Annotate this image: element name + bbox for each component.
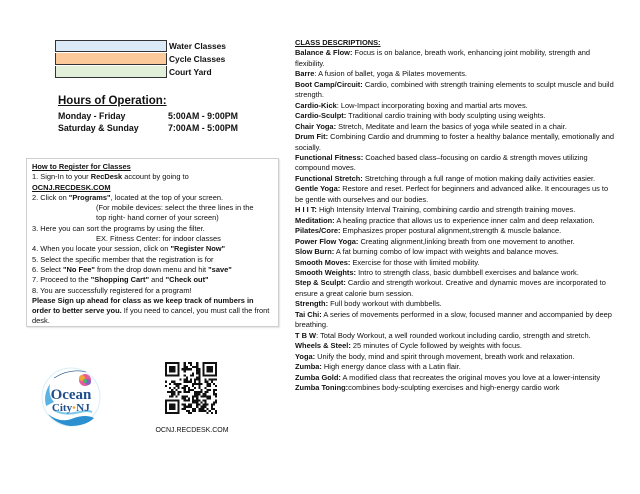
class-description-item [295, 205, 617, 215]
class-name: Meditation: [295, 215, 335, 225]
step-text: , located at the top of your screen. [110, 192, 224, 202]
register-step-6 [32, 265, 273, 275]
class-description-item [295, 373, 617, 383]
step-bold: "Check out" [165, 275, 209, 285]
step-text: 2. Click on [32, 192, 69, 202]
register-step-2 [32, 193, 273, 203]
hours-days: Saturday & Sunday [58, 123, 139, 133]
recdesk-link[interactable]: OCNJ.RECDESK.COM [32, 182, 111, 192]
class-text: : Low-Impact incorporating boxing and martial arts moves. [336, 100, 528, 110]
register-note [32, 296, 273, 327]
class-name: Gentle Yoga: [295, 184, 341, 194]
hours-of-operation [58, 95, 278, 134]
logo-word-city: City [51, 402, 73, 414]
legend-swatch-water [55, 40, 167, 52]
class-description-item [295, 101, 617, 111]
note-text: If you need to cancel, you must call the front desk. [32, 306, 270, 326]
class-text: A series of movements performed in a slow, focused manner and accompanied by deep breathing. [295, 309, 612, 330]
class-descriptions [295, 38, 617, 393]
class-description-item [295, 111, 617, 121]
step-text: 4. When you locate your session, click on [32, 244, 171, 254]
class-description-item [295, 310, 617, 331]
hours-row-weekend [58, 122, 278, 134]
class-text: Exercise for those with limited mobility. [350, 257, 480, 267]
ocean-city-logo [40, 366, 102, 428]
class-name: Power Flow Yoga: [295, 236, 359, 246]
step-bold: RecDesk [90, 172, 123, 182]
class-name: Strength: [295, 299, 329, 309]
class-name: Smooth Weights: [295, 267, 357, 277]
qr-caption: OCNJ.RECDESK.COM [155, 427, 229, 434]
class-description-item [295, 278, 617, 299]
class-text: Unify the body, mind and spirit through movement, breath work and relaxation. [315, 351, 575, 361]
class-text: 25 minutes of Cycle followed by weights with focus. [350, 341, 522, 351]
step-text: account by going to [122, 172, 189, 182]
class-description-item [295, 174, 617, 184]
register-step-7 [32, 275, 273, 285]
class-name: Step & Sculpt: [295, 278, 346, 288]
descriptions-title: CLASS DESCRIPTIONS: [295, 38, 381, 47]
class-description-item [295, 48, 617, 69]
class-name: Barre [295, 69, 315, 79]
class-description-item [295, 153, 617, 174]
class-text: Traditional cardio training with body sculpting using weights. [346, 111, 546, 121]
class-name: Yoga: [295, 351, 316, 361]
class-text: Cardio, combined with strength training elements to sculpt muscle and build strength. [295, 79, 614, 100]
class-text: Coached based class–focusing on cardio & strength moves utilizing compound moves. [295, 152, 588, 173]
class-description-item [295, 383, 617, 393]
step-text: 6. Select [32, 264, 64, 274]
legend-label-water: Water Classes [169, 41, 226, 51]
class-text: A fat burning combo of low impact with weights and balance moves. [334, 247, 559, 257]
class-description-item [295, 258, 617, 268]
logo-word-nj: NJ [76, 402, 90, 414]
class-name: Zumba Gold: [295, 372, 341, 382]
step-bold: "save" [208, 264, 232, 274]
note-bold: Please Sign up ahead for class as we keep track of numbers in order to better serve you. [32, 295, 254, 316]
class-name: Zumba Toning: [295, 382, 349, 392]
class-text: Intro to strength class, basic dumbbell exercises and balance work. [356, 267, 579, 277]
registration-instructions [26, 158, 279, 327]
class-name: H I I T: [295, 205, 317, 215]
logo-word-ocean: Ocean [50, 387, 92, 403]
class-text: Emphasizes proper postural alignment,strength & muscle balance. [340, 226, 562, 236]
register-step-1 [32, 172, 273, 182]
class-text: Stretch, Meditate and learn the basics of yoga while seated in a chair. [336, 121, 567, 131]
register-step-2-note: top right- hand corner of your screen) [96, 213, 219, 223]
class-description-item [295, 341, 617, 351]
hours-days: Monday - Friday [58, 111, 126, 121]
class-text: Stretching through a full range of motion making daily activities easier. [362, 173, 596, 183]
register-step-3-note: EX. Fitness Center: for indoor classes [96, 234, 221, 244]
class-description-item [295, 362, 617, 372]
hours-title: Hours of Operation: [58, 95, 167, 107]
step-text: 7. Proceed to the [32, 275, 91, 285]
class-description-item [295, 184, 617, 205]
legend-swatch-court [55, 66, 167, 78]
class-description-item [295, 268, 617, 278]
class-description-item [295, 299, 617, 309]
hours-row-weekday [58, 110, 278, 122]
legend-label-cycle: Cycle Classes [169, 54, 226, 64]
legend-swatch-cycle [55, 53, 167, 65]
class-text: Combining Cardio and drumming to foster a healthy balance mentally, emotionally and socially. [295, 132, 615, 152]
register-step-3: 3. Here you can sort the programs by using the filter. [32, 223, 205, 233]
class-text: High energy dance class with a Latin flair. [321, 362, 461, 372]
register-step-2-note: (For mobile devices: select the three lines in the [96, 203, 254, 213]
class-text: Creating alignment,linking breath from one movement to another. [358, 236, 575, 246]
register-step-4 [32, 244, 273, 254]
class-name: Functional Stretch: [295, 173, 363, 183]
hours-time: 5:00AM - 9:00PM [168, 111, 238, 121]
class-text: Focus is on balance, breath work, enhancing joint mobility, strength and flexibility. [295, 48, 591, 68]
class-name: Boot Camp/Circuit: [295, 79, 363, 89]
step-bold: "No Fee" [63, 264, 95, 274]
class-text: Cardio and strength workout. Creative and dynamic moves are incorporated to ensure a great calorie burn session. [295, 278, 606, 298]
class-description-item [295, 69, 617, 79]
class-text: A healing practice that allows us to experience inner calm and deep relaxation. [334, 215, 595, 225]
class-name: Functional Fitness: [295, 152, 364, 162]
class-text: Full body workout with dumbbells. [328, 299, 442, 309]
class-description-item [295, 132, 617, 153]
class-text: A modified class that recreates the original moves you love at a lower-intensity [340, 372, 601, 382]
hours-time: 7:00AM - 5:00PM [168, 123, 238, 133]
class-name: Chair Yoga: [295, 121, 337, 131]
legend-label-court: Court Yard [169, 67, 212, 77]
class-text: : A fusion of ballet, yoga & Pilates movements. [314, 69, 467, 79]
class-name: Smooth Moves: [295, 257, 351, 267]
step-text: from the drop down menu and hit [94, 264, 209, 274]
step-bold: "Register Now" [170, 244, 226, 254]
class-name: Zumba: [295, 362, 322, 372]
class-name: Balance & Flow: [295, 48, 353, 58]
step-text: and [149, 275, 166, 285]
class-text: Restore and reset. Perfect for beginners and advanced alike. It encourages us to be gentle with ourselves and our bodies. [295, 184, 609, 204]
class-description-item [295, 216, 617, 226]
class-description-item [295, 331, 617, 341]
class-name: Cardio-Kick [295, 100, 337, 110]
class-name: T B W [295, 330, 317, 340]
class-text: combines body-sculpting exercises and high-energy cardio work [348, 382, 560, 392]
class-name: Slow Burn: [295, 247, 335, 257]
class-description-item [295, 352, 617, 362]
descriptions-list [295, 48, 617, 393]
step-bold: "Shopping Cart" [90, 275, 150, 285]
class-text: High Intensity Interval Training, combining cardio and strength training moves. [316, 205, 576, 215]
class-name: Pilates/Core: [295, 226, 341, 236]
class-name: Cardio-Sculpt: [295, 111, 347, 121]
class-description-item [295, 122, 617, 132]
step-text: 1. Sign-In to your [32, 172, 91, 182]
class-name: Drum Fit: [295, 132, 329, 142]
class-text: : Total Body Workout, a well rounded workout including cardio, strength and stretch. [316, 330, 591, 340]
class-name: Tai Chi: [295, 309, 322, 319]
class-name: Wheels & Steel: [295, 341, 351, 351]
register-title: How to Register for Classes [32, 162, 131, 171]
step-bold: "Programs" [68, 192, 111, 202]
class-description-item [295, 247, 617, 257]
class-description-item [295, 80, 617, 101]
class-description-item [295, 226, 617, 236]
qr-code[interactable] [165, 360, 217, 416]
register-step-8: 8. You are successfully registered for a program! [32, 285, 192, 295]
register-step-5: 5. Select the specific member that the registration is for [32, 254, 214, 264]
class-description-item [295, 237, 617, 247]
